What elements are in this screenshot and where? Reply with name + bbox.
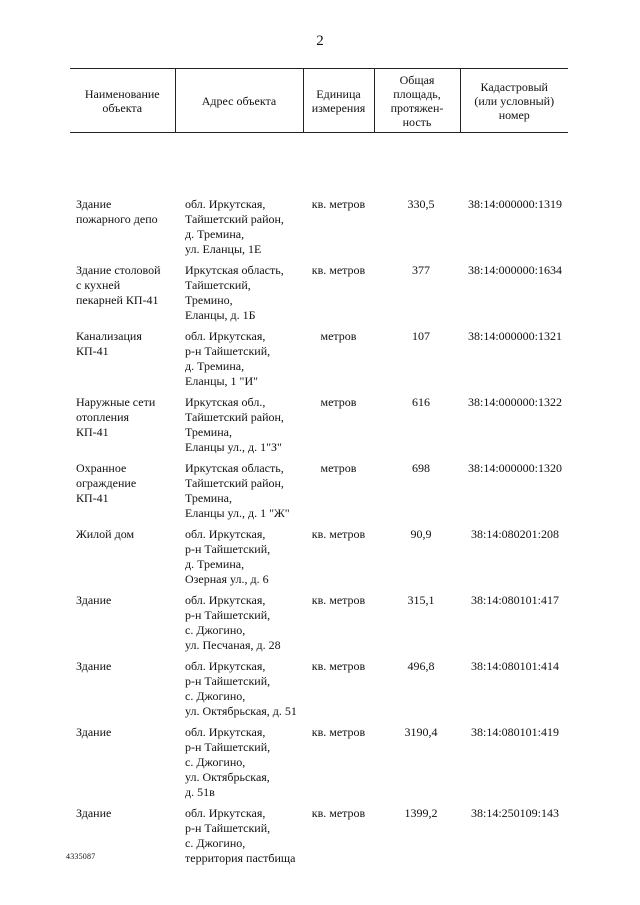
cell-unit: кв. метров <box>311 724 366 739</box>
cell-object-address: обл. Иркутская, р-н Тайшетский, д. Тремина, Еланцы, 1 "И" <box>185 328 271 388</box>
cell-cadastral-number: 38:14:000000:1320 <box>467 460 562 475</box>
cell-object-address: Иркутская область, Тайшетский район, Тремина, Еланцы ул., д. 1 "Ж" <box>185 460 290 520</box>
cell-cadastral-number: 38:14:080201:208 <box>470 526 559 541</box>
cell-cadastral-number: 38:14:000000:1634 <box>467 262 562 277</box>
table-row <box>70 806 568 872</box>
document-code: 4335087 <box>66 852 96 861</box>
table-row <box>70 263 568 329</box>
cell-object-name: Охранное ограждение КП-41 <box>76 460 137 505</box>
cell-object-name: Здание пожарного депо <box>76 196 158 226</box>
cell-unit: кв. метров <box>311 196 366 211</box>
cell-area: 3190,4 <box>404 724 438 739</box>
cell-area: 698 <box>412 460 430 475</box>
table-row <box>70 593 568 659</box>
cell-object-address: обл. Иркутская, р-н Тайшетский, с. Джогино, ул. Октябрьская, д. 51 <box>185 658 297 718</box>
cell-cadastral-number: 38:14:080101:414 <box>470 658 559 673</box>
header-cadastral-number: Кадастровый (или условный) номер <box>460 69 568 133</box>
header-area: Общая площадь, протяжен- ность <box>374 69 460 133</box>
cell-unit: кв. метров <box>311 805 366 820</box>
cell-cadastral-number: 38:14:250109:143 <box>470 805 559 820</box>
cell-object-name: Здание столовой с кухней пекарней КП-41 <box>76 262 161 307</box>
cell-object-address: обл. Иркутская, Тайшетский район, д. Тремина, ул. Еланцы, 1Е <box>185 196 284 256</box>
cell-cadastral-number: 38:14:000000:1319 <box>467 196 562 211</box>
cell-cadastral-number: 38:14:000000:1321 <box>467 328 562 343</box>
table-row <box>70 725 568 806</box>
cell-object-name: Здание <box>76 724 112 739</box>
cell-unit: метров <box>320 328 357 343</box>
page-number: 2 <box>316 33 324 49</box>
cell-object-address: обл. Иркутская, р-н Тайшетский, д. Тремина, Озерная ул., д. 6 <box>185 526 271 586</box>
cell-unit: метров <box>320 460 357 475</box>
cell-object-name: Здание <box>76 592 112 607</box>
header-unit: Единица измерения <box>303 69 374 133</box>
cell-unit: кв. метров <box>311 526 366 541</box>
cell-area: 330,5 <box>407 196 435 211</box>
cell-object-address: обл. Иркутская, р-н Тайшетский, с. Джогино, ул. Октябрьская, д. 51в <box>185 724 271 799</box>
cell-area: 1399,2 <box>404 805 438 820</box>
table-row <box>70 197 568 263</box>
table-row <box>70 329 568 395</box>
header-object-address: Адрес объекта <box>175 69 303 133</box>
cell-area: 315,1 <box>407 592 435 607</box>
cell-object-name: Канализация КП-41 <box>76 328 142 358</box>
cell-object-address: Иркутская область, Тайшетский, Тремино, Еланцы, д. 1Б <box>185 262 284 322</box>
table-row <box>70 395 568 461</box>
cell-object-address: обл. Иркутская, р-н Тайшетский, с. Джогино, ул. Песчаная, д. 28 <box>185 592 281 652</box>
cell-cadastral-number: 38:14:000000:1322 <box>467 394 562 409</box>
cell-area: 107 <box>412 328 430 343</box>
cell-area: 616 <box>412 394 430 409</box>
cell-area: 90,9 <box>410 526 432 541</box>
property-table <box>70 68 568 872</box>
cell-object-name: Здание <box>76 805 112 820</box>
cell-unit: метров <box>320 394 357 409</box>
table-row <box>70 527 568 593</box>
cell-cadastral-number: 38:14:080101:419 <box>470 724 559 739</box>
cell-object-name: Наружные сети отопления КП-41 <box>76 394 156 439</box>
table-header-row <box>70 69 568 133</box>
table-body <box>70 197 568 872</box>
cell-unit: кв. метров <box>311 658 366 673</box>
cell-unit: кв. метров <box>311 592 366 607</box>
cell-area: 496,8 <box>407 658 435 673</box>
cell-object-address: обл. Иркутская, р-н Тайшетский, с. Джогино, территория пастбища <box>185 805 296 865</box>
table-row <box>70 461 568 527</box>
cell-unit: кв. метров <box>311 262 366 277</box>
table-row <box>70 659 568 725</box>
cell-object-address: Иркутская обл., Тайшетский район, Тремина, Еланцы ул., д. 1"З" <box>185 394 284 454</box>
cell-object-name: Здание <box>76 658 112 673</box>
header-object-name: Наименование объекта <box>70 69 175 133</box>
cell-object-name: Жилой дом <box>76 526 135 541</box>
cell-area: 377 <box>412 262 430 277</box>
cell-cadastral-number: 38:14:080101:417 <box>470 592 559 607</box>
